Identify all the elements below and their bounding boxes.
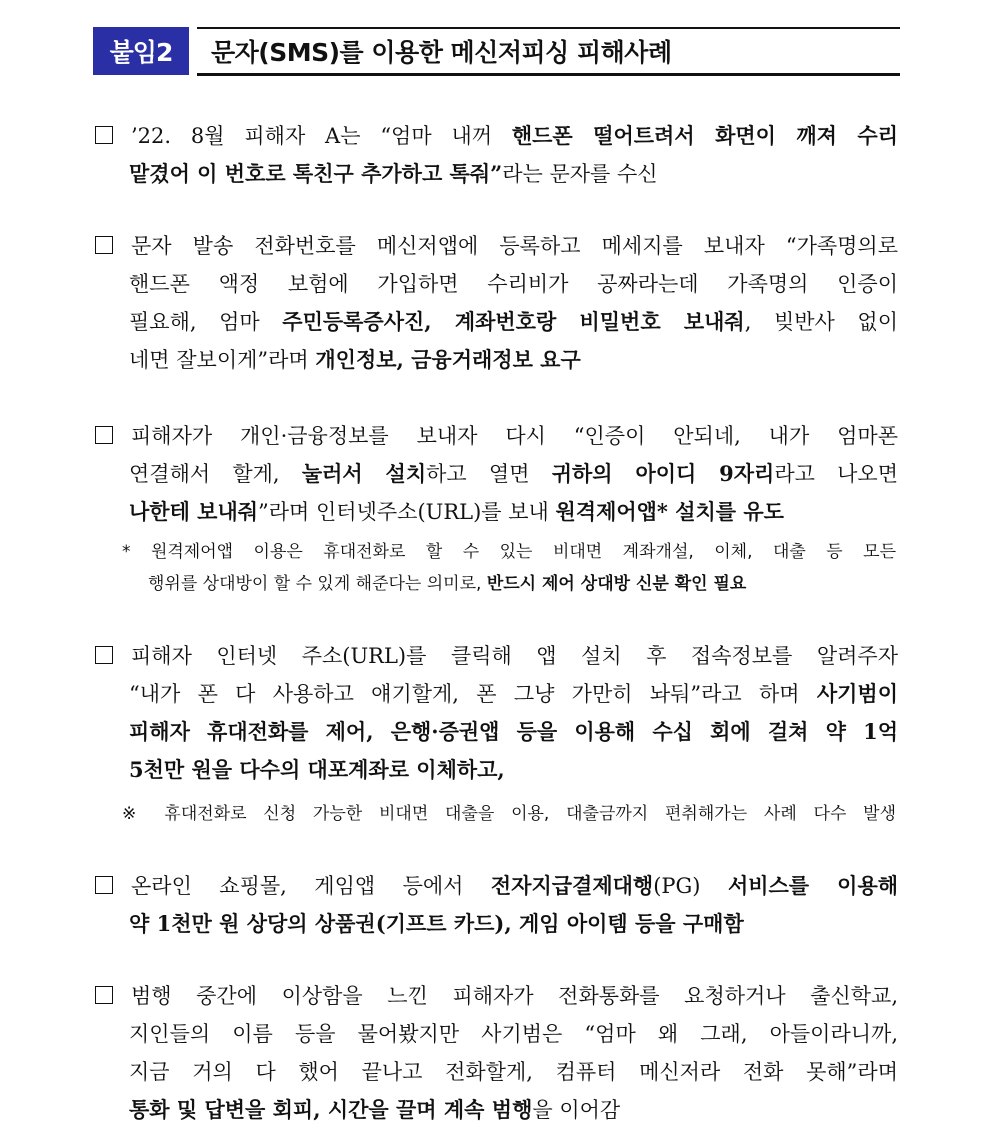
emphasis-text: 핸드폰 떨어트려서 화면이 깨져 수리	[511, 123, 898, 148]
emphasis-text: 피해자 휴대전화를 제어, 은행·증권앱 등을 이용해 수십 회에 걸쳐 약 1억	[129, 719, 898, 744]
body-text: 문자 발송 전화번호를 메신저앱에 등록하고 메세지를 보내자 “가족명의로	[131, 234, 898, 258]
emphasis-text: 귀하의 아이디 9자리	[551, 461, 775, 486]
body-text: 행위를 상대방이 할 수 있게 해준다는 의미로,	[148, 574, 487, 594]
emphasis-text: 나한테 보내줘	[129, 499, 259, 524]
body-text: 연결해서 할게,	[129, 462, 302, 486]
body-text: ”라며 인터넷주소(URL)를 보내	[258, 500, 556, 524]
emphasis-text: 주민등록증사진, 계좌번호랑 비밀번호 보내줘	[282, 309, 745, 334]
checkbox-square-icon	[95, 646, 113, 664]
emphasis-text: 5천만 원을 다수의 대포계좌로 이체하고,	[129, 757, 505, 782]
title-box	[197, 27, 900, 76]
body-text: ’22. 8월 피해자 A는 “엄마 내꺼	[131, 124, 512, 148]
footnote	[122, 536, 896, 568]
body-text: 피해자 인터넷 주소(URL)를 클릭해 앱 설치 후 접속정보를 알려주자	[131, 644, 898, 668]
emphasis-text: 약 1천만 원 상당의 상품권(기프트 카드), 게임 아이템 등을 구매함	[129, 911, 744, 936]
emphasis-text: 반드시 제어 상대방 신분 확인 필요	[486, 574, 747, 594]
body-text: 을 이어감	[532, 1098, 621, 1122]
body-text: ※ 휴대전화로 신청 가능한 비대면 대출을 이용, 대출금까지 편취해가는 사례 다수 발생	[122, 804, 896, 824]
body-text: 네면 잘보이게”라며	[129, 348, 316, 372]
emphasis-text: 눌러서 설치	[301, 461, 427, 486]
case-line	[93, 266, 898, 302]
case-line	[93, 978, 898, 1014]
case-line	[93, 228, 898, 264]
checkbox-square-icon	[95, 236, 113, 254]
footnote	[122, 798, 896, 830]
case-line	[93, 456, 898, 492]
body-text: 하고 열면	[426, 462, 552, 486]
attachment-badge: 붙임2	[93, 27, 189, 75]
case-line	[93, 118, 898, 154]
case-line	[93, 714, 898, 750]
case-line	[93, 1054, 898, 1090]
body-text: 온라인 쇼핑몰, 게임앱 등에서	[131, 874, 491, 898]
case-line	[93, 868, 898, 904]
case-line	[93, 1016, 898, 1052]
page-title: 문자(SMS)를 이용한 메신저피싱 피해사례	[211, 38, 672, 67]
emphasis-text: 전자지급결제대행	[490, 873, 654, 898]
case-line	[93, 676, 898, 712]
checkbox-square-icon	[95, 126, 113, 144]
case-line	[93, 752, 898, 788]
body-text: 피해자가 개인·금융정보를 보내자 다시 “인증이 안되네, 내가 엄마폰	[131, 424, 898, 448]
body-text: , 빚반사 없이	[744, 310, 898, 334]
emphasis-text: 통화 및 답변을 회피, 시간을 끌며 계속 범행	[129, 1097, 533, 1122]
body-text: * 원격제어앱 이용은 휴대전화로 할 수 있는 비대면 계좌개설, 이체, 대출 등 모든	[122, 542, 896, 562]
case-line	[93, 494, 898, 530]
footnote	[122, 568, 896, 600]
emphasis-text: 원격제어앱* 설치를 유도	[555, 499, 784, 524]
section-header	[93, 27, 900, 75]
emphasis-text: 개인정보, 금융거래정보 요구	[315, 347, 581, 372]
case-line	[93, 342, 898, 378]
body-text: 필요해, 엄마	[129, 310, 283, 334]
body-text: 라는 문자를 수신	[502, 162, 658, 186]
checkbox-square-icon	[95, 876, 113, 894]
body-text: 라고 나오면	[774, 462, 899, 486]
body-text: 핸드폰 액정 보험에 가입하면 수리비가 공짜라는데 가족명의 인증이	[129, 272, 898, 296]
checkbox-square-icon	[95, 426, 113, 444]
case-line	[93, 906, 898, 942]
case-line	[93, 1092, 898, 1128]
body-text: (PG)	[653, 874, 728, 898]
case-line	[93, 156, 898, 192]
body-text: “내가 폰 다 사용하고 얘기할게, 폰 그냥 가만히 놔둬”라고 하며	[129, 682, 817, 706]
case-line	[93, 418, 898, 454]
emphasis-text: 사기범이	[816, 681, 898, 706]
body-text: 지인들의 이름 등을 물어봤지만 사기범은 “엄마 왜 그래, 아들이라니까,	[129, 1022, 898, 1046]
case-line	[93, 638, 898, 674]
emphasis-text: 맡겼어 이 번호로 톡친구 추가하고 톡줘”	[129, 161, 503, 186]
body-text: 지금 거의 다 했어 끝나고 전화할게, 컴퓨터 메신저라 전화 못해”라며	[129, 1060, 898, 1084]
case-line	[93, 304, 898, 340]
checkbox-square-icon	[95, 986, 113, 1004]
body-text: 범행 중간에 이상함을 느낀 피해자가 전화통화를 요청하거나 출신학교,	[131, 984, 898, 1008]
emphasis-text: 서비스를 이용해	[727, 873, 899, 898]
